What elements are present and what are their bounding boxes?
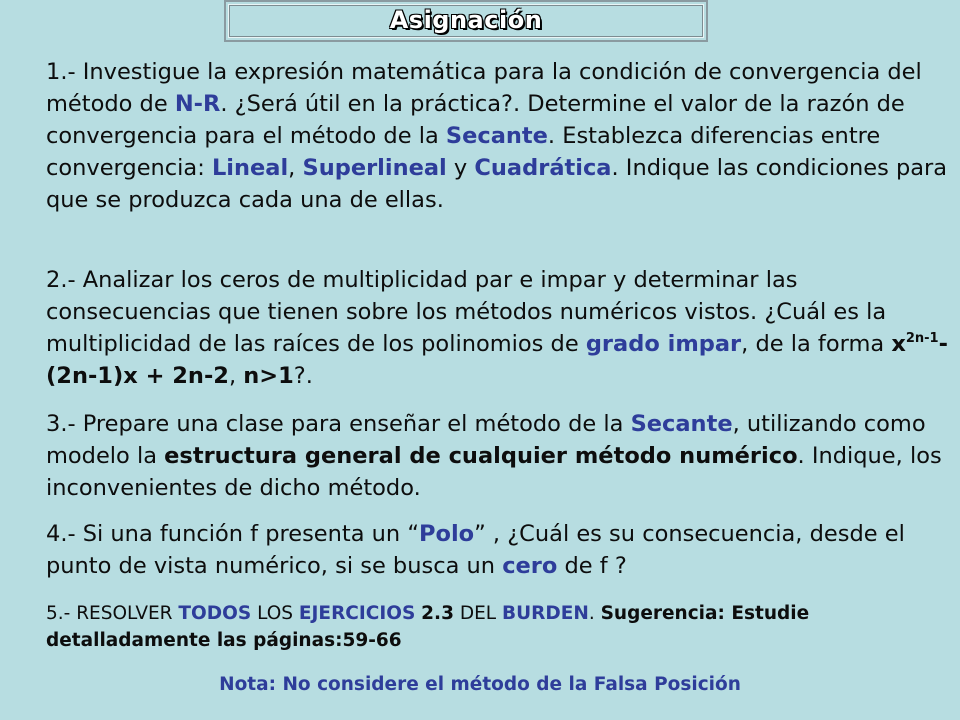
item-3-bold-structure: estructura general de cualquier método numérico — [164, 443, 798, 469]
item-1-text-5: y — [446, 155, 475, 181]
item-2-highlight-grado-impar: grado impar — [585, 331, 742, 357]
item-5-text-4: DEL — [453, 603, 502, 624]
page-title: Asignación — [389, 6, 543, 34]
assignment-item-5 — [46, 600, 950, 654]
item-3-highlight-secante: Secante — [630, 411, 733, 437]
item-1-highlight-secante: Secante — [445, 123, 548, 149]
item-1-highlight-superlineal: Superlineal — [302, 155, 447, 181]
item-4-text-1: 4.- Si una función f presenta un “ — [46, 521, 419, 547]
item-2-text-1: 2.- Analizar los ceros de multiplicidad par e impar y determinar las consecuencias que tienen sobre los métodos numéricos vistos. ¿Cuál es la multiplicidad de las raíces de los polinomios de — [46, 267, 887, 357]
item-5-text-1: 5.- RESOLVER — [46, 603, 179, 624]
item-1-text-6: . Indique las condiciones para que se produzca cada una de ellas. — [46, 155, 948, 213]
item-4-text-3: de f ? — [557, 553, 627, 579]
item-3-text-3: . Indique, los inconvenientes de dicho método. — [46, 443, 942, 501]
item-1-highlight-lineal: Lineal — [211, 155, 289, 181]
formula-exponent: 2n-1 — [905, 331, 939, 346]
item-5-bold-suggestion: Sugerencia: Estudie detalladamente las páginas:59-66 — [46, 603, 810, 651]
item-3-text-1: 3.- Prepare una clase para enseñar el método de la — [46, 411, 631, 437]
item-5-bold-section: 2.3 — [421, 603, 454, 624]
assignment-item-4 — [46, 518, 950, 582]
item-5-highlight-burden: BURDEN — [501, 603, 589, 624]
item-4-highlight-cero: cero — [502, 553, 558, 579]
formula-base: x — [891, 331, 906, 357]
item-5-highlight-ejercicios: EJERCICIOS — [298, 603, 416, 624]
assignment-item-1 — [46, 56, 950, 216]
item-1-text-2: . ¿Será útil en la práctica?. Determine el valor de la razón de convergencia para el método de la — [46, 91, 905, 149]
item-2-condition: n>1 — [243, 363, 294, 389]
item-1-highlight-cuadratica: Cuadrática — [474, 155, 612, 181]
item-2-text-2: , de la forma — [741, 331, 892, 357]
assignment-item-3 — [46, 408, 950, 504]
assignment-item-2 — [46, 264, 950, 392]
item-5-text-2: LOS — [251, 603, 299, 624]
item-1-text-3: . Establezca diferencias entre convergencia: — [46, 123, 881, 181]
item-4-text-2: ” , ¿Cuál es su consecuencia, desde el punto de vista numérico, si se busca un — [46, 521, 905, 579]
item-3-text-2: , utilizando como modelo la — [46, 411, 926, 469]
footer-note: Nota: No considere el método de la Falsa Posición — [219, 674, 741, 695]
item-1-highlight-nr: N-R — [174, 91, 221, 117]
item-2-text-4: ?. — [293, 363, 313, 389]
item-2-text-3: , — [228, 363, 244, 389]
title-box — [224, 0, 708, 42]
formula-rest: -(2n-1)x + 2n-2 — [46, 331, 948, 389]
item-1-text-1: 1.- Investigue la expresión matemática para la condición de convergencia del método de — [46, 59, 922, 117]
item-1-text-4: , — [288, 155, 303, 181]
item-5-highlight-todos: TODOS — [178, 603, 252, 624]
item-4-highlight-polo: Polo — [419, 521, 475, 547]
item-5-text-5: . — [588, 603, 601, 624]
